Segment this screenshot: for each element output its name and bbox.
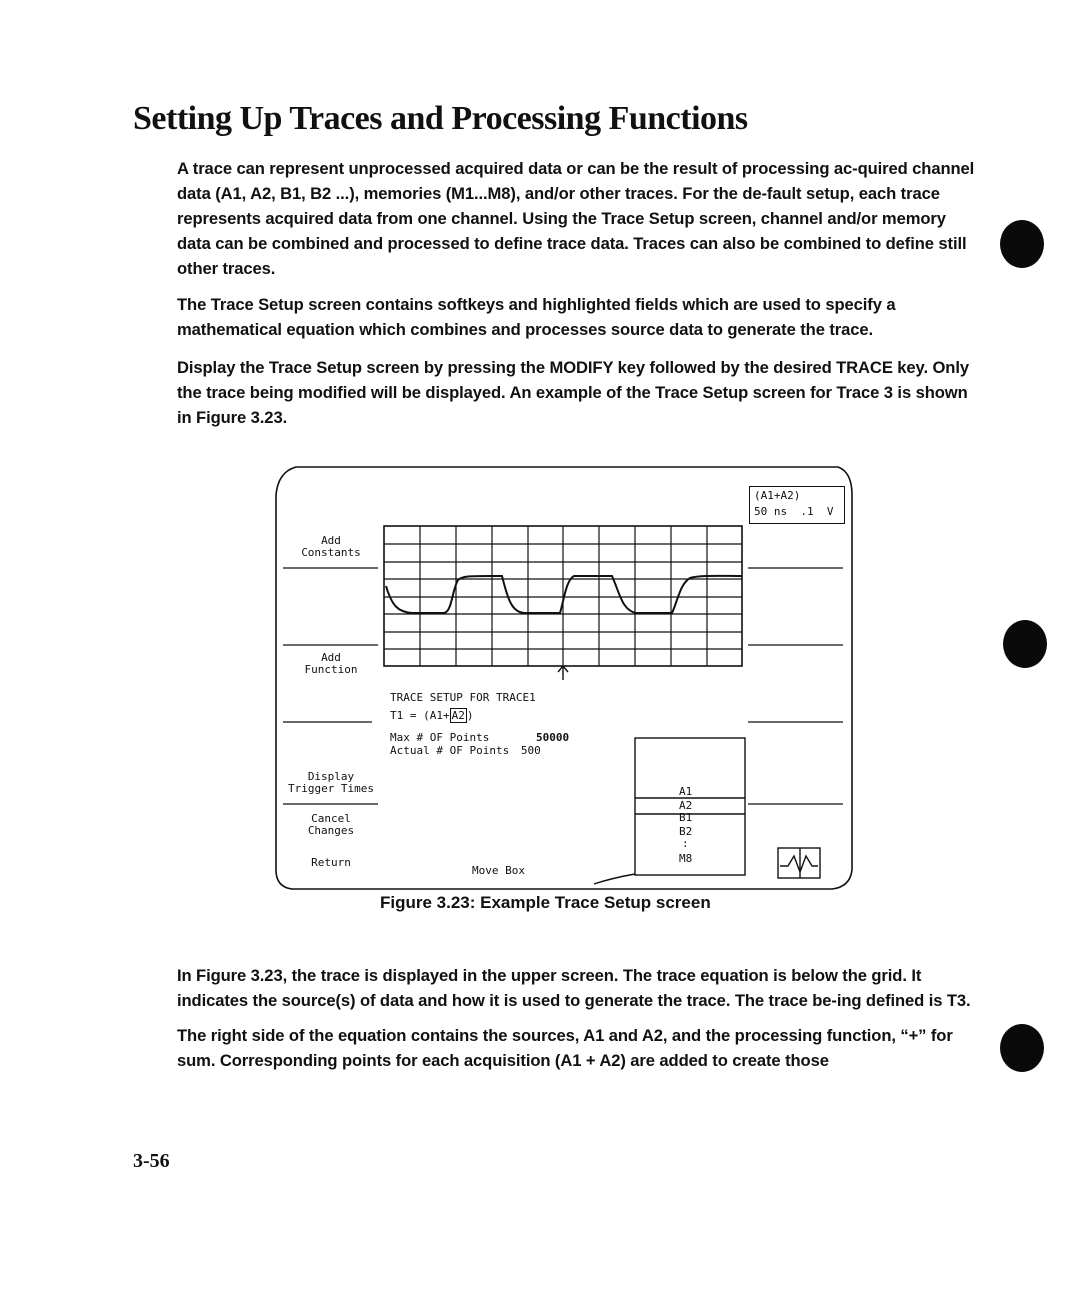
grid-frame: [384, 526, 742, 666]
intro-paragraph: A trace can represent unprocessed acquired data or can be the result of processing ac-quired channel data (A1, A2, B1, B2 ...), memories (M1...M8), and/or other traces. For the de-fault setup, each trace represents acquired data from one channel. Using the Trace Setup screen, channel and/or memory data can be combined and processed to define trace data. Traces can also be combined to define still other traces.: [177, 159, 975, 278]
softkey-add-function-line1: Add: [321, 651, 341, 664]
actual-points-label: Actual # OF Points: [390, 744, 510, 757]
softkey-add-constants[interactable]: [283, 535, 379, 559]
source-item-b1[interactable]: B1: [679, 811, 693, 824]
actual-points-value: 500: [520, 744, 541, 757]
equation-highlight-field[interactable]: A2: [451, 709, 465, 722]
binder-hole-middle: [1003, 620, 1047, 668]
grid-lines: [384, 526, 742, 666]
softkey-cancel-line1: Cancel: [311, 812, 351, 825]
softkey-add-function[interactable]: [283, 652, 379, 676]
softkey-display-trigger-line1: Display: [307, 770, 355, 783]
binder-hole-bottom: [1000, 1024, 1044, 1072]
softkeys-paragraph: The Trace Setup screen contains softkeys and highlighted fields which are used to specify a mathematical equation which combines and processes source data to generate the trace.: [177, 295, 896, 339]
max-points-row: [390, 731, 570, 744]
softkey-add-function-line2: Function: [304, 663, 358, 676]
equation-suffix: ): [466, 709, 474, 722]
source-item-a1[interactable]: A1: [679, 785, 693, 798]
source-item-a2[interactable]: A2: [679, 799, 693, 812]
page-title: Setting Up Traces and Processing Functions: [133, 100, 748, 137]
trace-label: (A1+A2): [754, 489, 801, 502]
right-softkey-dividers: [748, 568, 843, 804]
max-points-value: 50000: [536, 731, 570, 744]
source-select-box: [594, 738, 745, 884]
trace-equation[interactable]: [390, 710, 473, 722]
softkey-display-trigger-times[interactable]: [270, 771, 392, 795]
max-points-label: Max # OF Points: [390, 731, 490, 744]
equation-paragraph: The right side of the equation contains the sources, A1 and A2, and the processing function, “+” for sum. Corresponding points for each acquisition (A1 + A2) are added to create those: [177, 1026, 953, 1070]
softkey-cancel-line2: Changes: [307, 824, 355, 837]
equation-prefix: T1 = (A1+: [390, 709, 450, 722]
binder-hole-top: [1000, 220, 1044, 268]
source-item-m8[interactable]: M8: [679, 852, 693, 865]
move-box-label[interactable]: Move Box: [472, 864, 525, 877]
trace-setup-title: TRACE SETUP FOR TRACE1: [390, 691, 536, 704]
waveform-icon: [778, 848, 820, 878]
softkey-cancel-changes[interactable]: [283, 813, 379, 837]
source-item-b2[interactable]: B2: [679, 825, 693, 838]
softkey-add-constants-line1: Add: [321, 534, 341, 547]
page-number: 3-56: [133, 1150, 170, 1172]
scale-readout: 50 ns .1 V: [754, 505, 834, 518]
trace-label-box: [749, 486, 845, 524]
source-item-ellipsis: :: [682, 837, 689, 850]
cursor-marker: [558, 666, 568, 680]
softkey-return[interactable]: Return: [311, 856, 351, 869]
display-paragraph: Display the Trace Setup screen by pressing the MODIFY key followed by the desired TRACE key. Only the trace being modified will be displayed. An example of the Trace Setup screen for Trace 3 is shown in Figure 3.23.: [177, 358, 969, 427]
left-softkey-dividers: [283, 568, 378, 804]
actual-points-row: [390, 745, 541, 757]
trace-waveform: [386, 576, 742, 613]
softkey-display-trigger-line2: Trigger Times: [287, 782, 375, 795]
figure-explanation-paragraph: In Figure 3.23, the trace is displayed in the upper screen. The trace equation is below the grid. It indicates the source(s) of data and how it is used to generate the trace. The trace be-ing defined is T3.: [177, 966, 971, 1010]
figure-caption: Figure 3.23: Example Trace Setup screen: [380, 893, 711, 912]
softkey-add-constants-line2: Constants: [301, 546, 361, 559]
